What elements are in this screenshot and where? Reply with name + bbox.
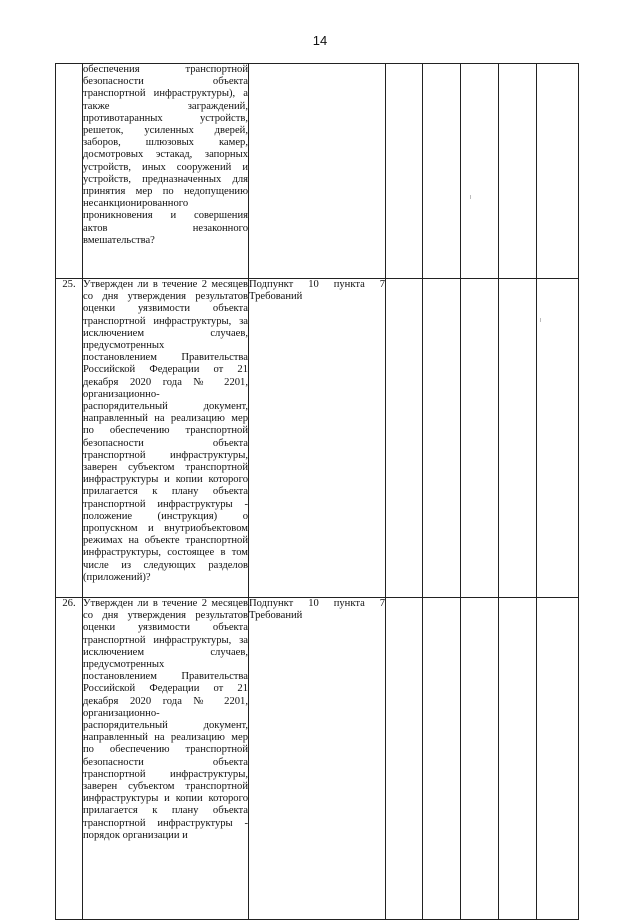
question-text-line: обеспечения транспортной: [83, 64, 248, 75]
reference-text-line: Требований: [249, 610, 303, 622]
question-text-line: несанкционированного: [83, 198, 189, 210]
question-text-line: распорядительный документ,: [83, 401, 248, 413]
checklist-table: [55, 63, 579, 920]
requirement-reference-cell: [249, 279, 386, 598]
question-text-line: безопасности объекта: [83, 437, 248, 449]
answer-cell: [537, 64, 579, 279]
question-text-line: транспортной инфраструктуры, за: [83, 634, 248, 646]
question-text-line: Российской Федерации от 21: [83, 683, 248, 695]
question-text-line: режимах на объекте транспортной: [83, 535, 248, 547]
question-text-line: заверен субъектом транспортной: [83, 781, 248, 793]
question-text-line: прилагается к плану объекта: [83, 486, 248, 498]
question-text-line: предусмотренных: [83, 340, 165, 352]
answer-cell: [461, 598, 499, 920]
requirement-reference-cell: [249, 64, 386, 279]
question-text-line: направленный на реализацию мер: [83, 732, 248, 744]
question-text-line: Утвержден ли в течение 2 месяцев: [83, 598, 248, 609]
question-text-line: заверен субъектом транспортной: [83, 462, 248, 474]
answer-cell: [499, 64, 537, 279]
question-text-line: транспортной инфраструктуры -: [83, 498, 248, 510]
requirement-reference-cell: [249, 598, 386, 920]
table-row: [56, 279, 579, 598]
reference-text-line: Подпункт 10 пункта 7: [249, 279, 385, 290]
question-text-line: инфраструктуры и копии которого: [83, 793, 248, 805]
question-text-line: принятия мер по недопущению: [83, 186, 248, 198]
question-text-line: со дня утверждения результатов: [83, 291, 248, 303]
question-text-line: противотаранных устройств,: [83, 112, 248, 124]
question-text-line: декабря 2020 года № 2201,: [83, 376, 248, 388]
question-text-line: проникновения и совершения: [83, 210, 248, 222]
reference-text-line: Подпункт 10 пункта 7: [249, 598, 385, 609]
row-number: [56, 64, 83, 279]
question-text-line: безопасности объекта: [83, 76, 248, 88]
question-text-line: оценки уязвимости объекта: [83, 303, 248, 315]
answer-cell: [461, 279, 499, 598]
question-cell: [83, 598, 249, 920]
question-cell: [83, 279, 249, 598]
question-text-line: исключением случаев,: [83, 327, 248, 339]
question-text-line: досмотровых эстакад, запорных: [83, 149, 248, 161]
scan-mark: [540, 318, 541, 322]
question-text-line: организационно-: [83, 388, 160, 400]
question-text-line: вмешательства?: [83, 234, 155, 246]
answer-cell: [499, 598, 537, 920]
question-text-line: оценки уязвимости объекта: [83, 622, 248, 634]
answer-cell: [423, 598, 461, 920]
answer-cell: [386, 279, 423, 598]
answer-cell: [499, 279, 537, 598]
question-text-line: актов незаконного: [83, 222, 248, 234]
table-row: [56, 64, 579, 279]
answer-cell: [386, 598, 423, 920]
question-text-line: заборов, шлюзовых камер,: [83, 137, 248, 149]
question-text-line: решеток, усиленных дверей,: [83, 125, 248, 137]
question-text-line: со дня утверждения результатов: [83, 610, 248, 622]
question-text-line: по обеспечению транспортной: [83, 425, 248, 437]
question-text-line: положение (инструкция) о: [83, 510, 248, 522]
question-text-line: транспортной инфраструктуры), а: [83, 88, 248, 100]
question-text-line: порядок организации и: [83, 829, 188, 841]
question-text-line: организационно-: [83, 707, 160, 719]
question-text-line: транспортной инфраструктуры -: [83, 817, 248, 829]
row-number: 26.: [56, 598, 83, 920]
question-text-line: направленный на реализацию мер: [83, 413, 248, 425]
answer-cell: [537, 598, 579, 920]
row-number: 25.: [56, 279, 83, 598]
question-text-line: устройств, предназначенных для: [83, 173, 248, 185]
question-text-line: пропускном и внутриобъектовом: [83, 523, 248, 535]
question-text-line: транспортной инфраструктуры,: [83, 768, 248, 780]
question-text-line: предусмотренных: [83, 659, 165, 671]
question-text-line: также заграждений,: [83, 100, 248, 112]
question-text-line: декабря 2020 года № 2201,: [83, 695, 248, 707]
question-text-line: распорядительный документ,: [83, 720, 248, 732]
question-text-line: Российской Федерации от 21: [83, 364, 248, 376]
question-text-line: транспортной инфраструктуры, за: [83, 315, 248, 327]
question-cell: [83, 64, 249, 279]
reference-text-line: Требований: [249, 291, 303, 303]
question-text-line: инфраструктуры, состоящее в том: [83, 547, 248, 559]
question-text-line: устройств, иных сооружений и: [83, 161, 248, 173]
question-text-line: (приложений)?: [83, 571, 151, 583]
question-text-line: транспортной инфраструктуры,: [83, 449, 248, 461]
question-text-line: постановлением Правительства: [83, 352, 248, 364]
question-text-line: инфраструктуры и копии которого: [83, 474, 248, 486]
answer-cell: [537, 279, 579, 598]
answer-cell: [386, 64, 423, 279]
question-text-line: Утвержден ли в течение 2 месяцев: [83, 279, 248, 290]
scan-mark: [470, 195, 471, 199]
question-text-line: прилагается к плану объекта: [83, 805, 248, 817]
answer-cell: [423, 279, 461, 598]
question-text-line: по обеспечению транспортной: [83, 744, 248, 756]
question-text-line: исключением случаев,: [83, 646, 248, 658]
table-row: [56, 598, 579, 920]
page-number: 14: [312, 33, 328, 48]
question-text-line: постановлением Правительства: [83, 671, 248, 683]
question-text-line: безопасности объекта: [83, 756, 248, 768]
answer-cell: [423, 64, 461, 279]
answer-cell: [461, 64, 499, 279]
question-text-line: числе из следующих разделов: [83, 559, 248, 571]
